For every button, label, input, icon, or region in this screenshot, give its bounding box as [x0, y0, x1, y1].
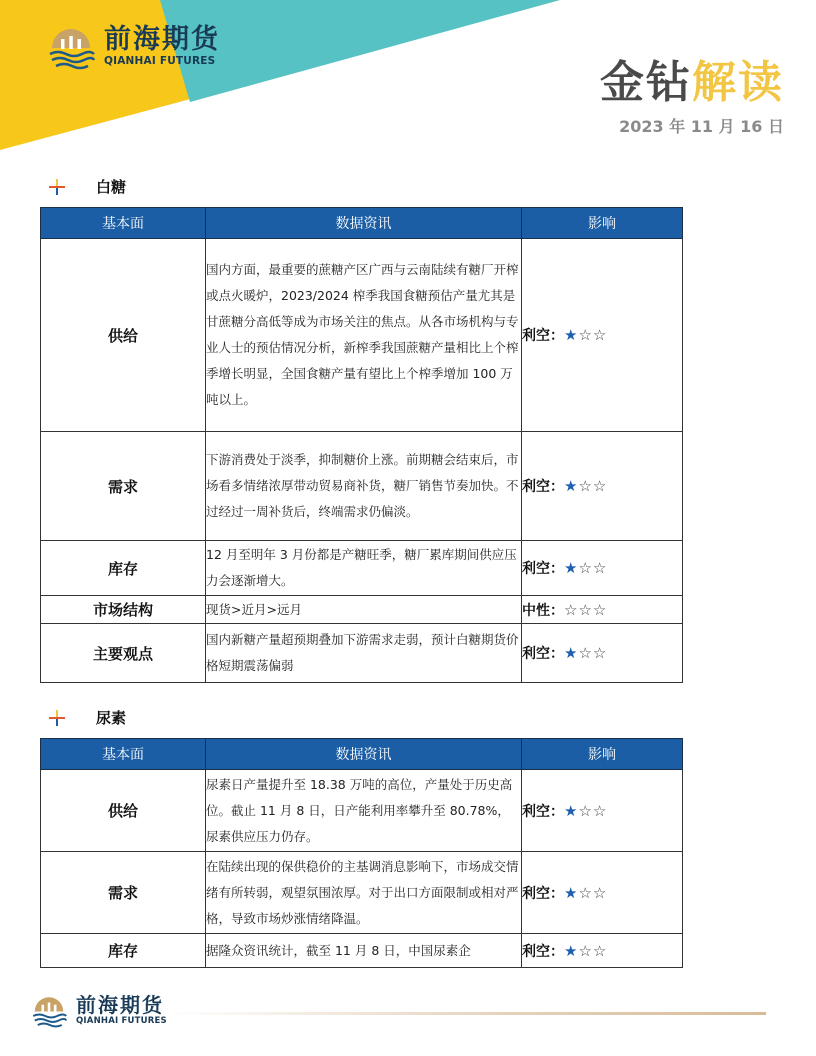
table-row [41, 541, 683, 596]
star-rating [564, 644, 607, 662]
row-key: 供给 [41, 770, 206, 852]
row-impact [522, 239, 683, 432]
star-empty-icon: ☆ [592, 559, 608, 577]
impact-label: 利空： [522, 479, 564, 495]
table-row [41, 624, 683, 683]
table-row [41, 596, 683, 624]
column-header-impact: 影响 [522, 739, 683, 770]
row-info: 在陆续出现的保供稳价的主基调消息影响下，市场成交情绪有所转弱，观望氛围浓厚。对于出口方面限制或相对严格，导致市场炒涨情绪降温。 [206, 852, 522, 934]
section-heading-urea [48, 707, 126, 728]
row-impact [522, 432, 683, 541]
star-rating [564, 802, 607, 820]
title-part1: 金钻 [600, 57, 692, 108]
star-empty-icon: ☆ [592, 600, 608, 619]
star-filled-icon: ★ [564, 941, 579, 960]
impact-label: 利空： [522, 803, 564, 820]
compass-bullet-icon [48, 709, 66, 727]
row-info: 下游消费处于淡季，抑制糖价上涨。前期糖会结束后，市场看多情绪浓厚带动贸易商补货，糖厂销售节奏加快。不过经过一周补货后，终端需求仍偏淡。 [206, 432, 522, 541]
row-key: 主要观点 [41, 624, 206, 683]
column-header-impact: 影响 [522, 208, 683, 239]
star-filled-icon: ★ [564, 644, 579, 662]
star-rating [564, 326, 607, 344]
section-title: 白糖 [96, 178, 127, 196]
footer-brand-name-cn: 前海期货 [76, 993, 164, 1017]
table-row [41, 239, 683, 432]
report-date: 2023 年 11 月 16 日 [619, 117, 784, 136]
star-empty-icon: ☆ [578, 600, 593, 619]
star-empty-icon: ☆ [578, 559, 593, 577]
impact-label: 中性： [522, 602, 564, 619]
impact-label: 利空： [522, 885, 564, 902]
row-key: 市场结构 [41, 596, 206, 624]
star-empty-icon: ☆ [578, 326, 593, 344]
row-info: 尿素日产量提升至 18.38 万吨的高位，产量处于历史高位。截止 11 月 8 日，日产能利用率攀升至 80.78%，尿素供应压力仍存。 [206, 770, 522, 852]
footer-brand-name-en: QIANHAI FUTURES [76, 1016, 167, 1026]
star-filled-icon: ★ [564, 801, 579, 820]
star-empty-icon: ☆ [592, 644, 608, 662]
table-row [41, 432, 683, 541]
qianhai-logo-icon [30, 992, 68, 1028]
row-key: 库存 [41, 934, 206, 968]
sugar-table [40, 207, 683, 683]
brand-logo [46, 22, 220, 70]
row-key: 需求 [41, 852, 206, 934]
qianhai-logo-icon [46, 22, 96, 70]
star-empty-icon: ☆ [592, 326, 608, 344]
star-empty-icon: ☆ [564, 600, 579, 619]
row-info: 据隆众资讯统计，截至 11 月 8 日，中国尿素企 [206, 934, 522, 968]
star-empty-icon: ☆ [578, 644, 593, 662]
report-title [600, 46, 784, 110]
table-row [41, 770, 683, 852]
impact-label: 利空： [522, 943, 564, 960]
table-header-row [41, 208, 683, 239]
urea-table [40, 738, 683, 968]
row-impact [522, 541, 683, 596]
star-empty-icon: ☆ [578, 801, 593, 820]
row-impact [522, 624, 683, 683]
star-empty-icon: ☆ [578, 477, 593, 495]
star-empty-icon: ☆ [592, 477, 608, 495]
brand-name-cn: 前海期货 [104, 24, 220, 55]
table-row [41, 934, 683, 968]
column-header-basis: 基本面 [41, 208, 206, 239]
star-rating [564, 884, 607, 902]
star-empty-icon: ☆ [578, 883, 593, 902]
impact-label: 利空： [522, 328, 564, 344]
row-impact [522, 770, 683, 852]
row-impact [522, 852, 683, 934]
row-impact [522, 934, 683, 968]
row-info: 国内方面，最重要的蔗糖产区广西与云南陆续有糖厂开榨或点火暖炉，2023/2024 榨季我国食糖预估产量尤其是甘蔗糖分高低等成为市场关注的焦点。从各市场机构与专业人士的预估情况分析，新榨季我国蔗糖产量相比上个榨季增长明显，全国食糖产量有望比上个榨季增加 100 万吨以上。 [206, 239, 522, 432]
table-header-row [41, 739, 683, 770]
row-info: 现货>近月>远月 [206, 596, 522, 624]
column-header-info: 数据资讯 [206, 739, 522, 770]
row-key: 需求 [41, 432, 206, 541]
title-part2: 解读 [692, 57, 784, 108]
row-info: 12 月至明年 3 月份都是产糖旺季，糖厂累库期间供应压力会逐渐增大。 [206, 541, 522, 596]
footer-divider [168, 1012, 766, 1015]
row-key: 供给 [41, 239, 206, 432]
compass-bullet-icon [48, 178, 66, 196]
star-rating [564, 477, 607, 495]
table-row [41, 852, 683, 934]
column-header-info: 数据资讯 [206, 208, 522, 239]
section-title: 尿素 [96, 709, 127, 727]
section-heading-sugar [48, 176, 126, 197]
brand-name-en: QIANHAI FUTURES [104, 55, 216, 67]
star-filled-icon: ★ [564, 883, 579, 902]
star-filled-icon: ★ [564, 559, 579, 577]
footer-logo [30, 992, 167, 1028]
star-rating [564, 559, 607, 577]
star-empty-icon: ☆ [592, 801, 608, 820]
star-empty-icon: ☆ [592, 883, 608, 902]
column-header-basis: 基本面 [41, 739, 206, 770]
row-info: 国内新糖产量超预期叠加下游需求走弱，预计白糖期货价格短期震荡偏弱 [206, 624, 522, 683]
star-filled-icon: ★ [564, 477, 579, 495]
star-empty-icon: ☆ [578, 941, 593, 960]
star-rating [564, 942, 607, 960]
star-filled-icon: ★ [564, 326, 579, 344]
impact-label: 利空： [522, 561, 564, 577]
row-impact [522, 596, 683, 624]
row-key: 库存 [41, 541, 206, 596]
star-rating [564, 601, 607, 619]
star-empty-icon: ☆ [592, 941, 608, 960]
impact-label: 利空： [522, 646, 564, 662]
